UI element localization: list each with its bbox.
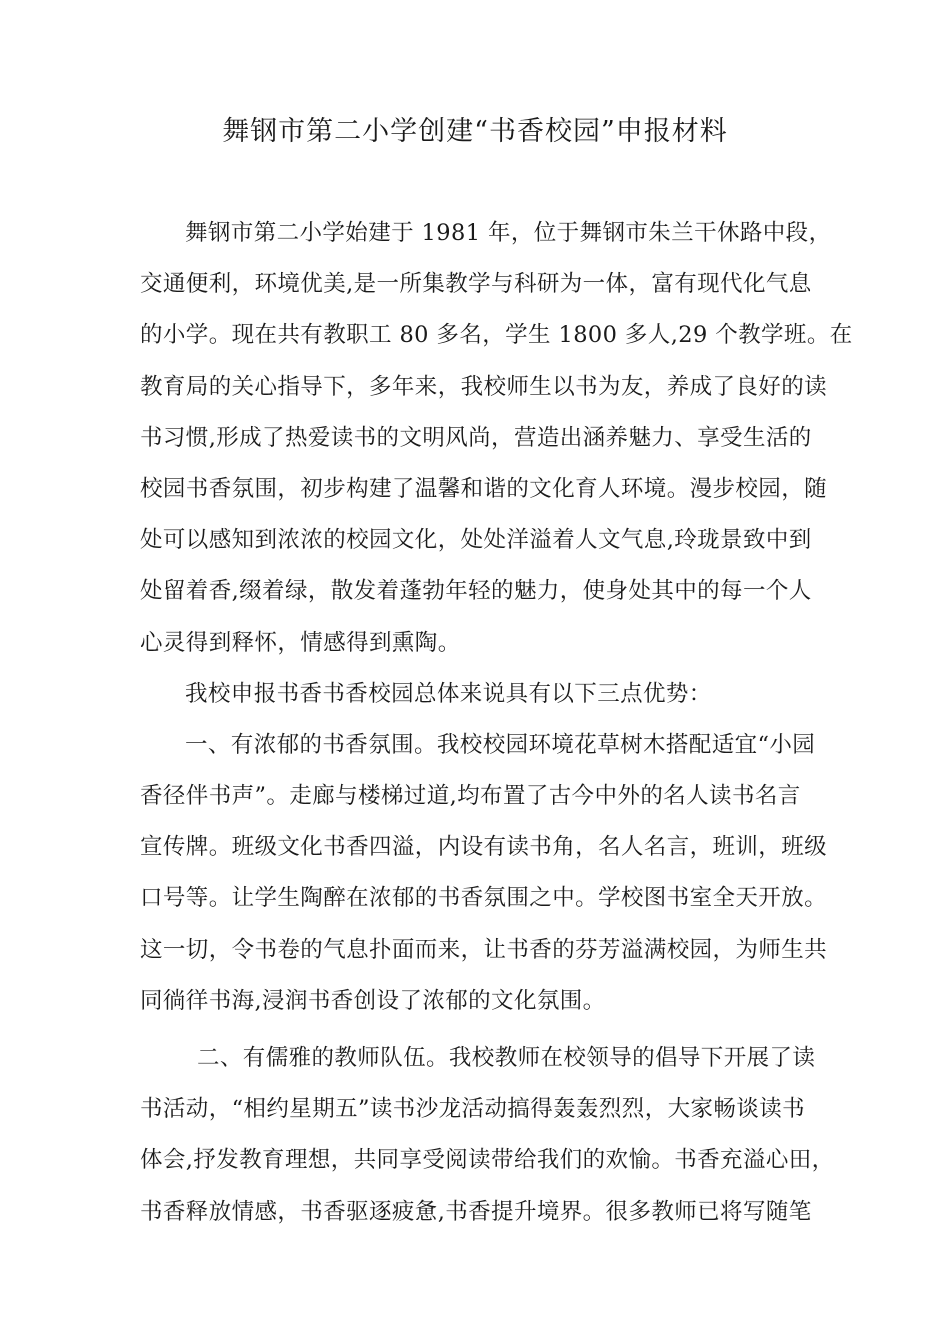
paragraph-line: 口号等。让学生陶醉在浓郁的书香氛围之中。学校图书室全天开放。 <box>140 885 828 912</box>
document-body <box>140 208 853 1238</box>
paragraph-line: 书习惯,形成了热爱读书的文明风尚，营造出涵养魅力、享受生活的 <box>140 424 812 451</box>
paragraph-line: 体会,抒发教育理想，共同享受阅读带给我们的欢愉。书香充溢心田， <box>140 1147 835 1174</box>
paragraph-line: 处留着香,缀着绿，散发着蓬勃年轻的魅力，使身处其中的每一个人 <box>140 578 812 605</box>
paragraph-line: 书香释放情感，书香驱逐疲惫,书香提升境界。很多教师已将写随笔 <box>140 1198 812 1225</box>
paragraph-line: 交通便利，环境优美,是一所集教学与科研为一体，富有现代化气息 <box>140 271 812 298</box>
paragraph-line: 的小学。现在共有教职工 80 多名，学生 1800 多人,29 个教学班。在 <box>140 322 853 349</box>
paragraph-line: 校园书香氛围，初步构建了温馨和谐的文化育人环境。漫步校园，随 <box>140 475 828 502</box>
paragraph-line: 香径伴书声”。走廊与楼梯过道,均布置了古今中外的名人读书名言 <box>140 783 801 810</box>
document-title: 舞钢市第二小学创建“书香校园”申报材料 <box>222 116 728 147</box>
paragraph-line: 二、有儒雅的教师队伍。我校教师在校领导的倡导下开展了读 <box>197 1045 816 1071</box>
paragraph-line: 处可以感知到浓浓的校园文化，处处洋溢着人文气息,玲珑景致中到 <box>140 527 812 554</box>
paragraph-line: 书活动，“相约星期五”读书沙龙活动搞得轰轰烈烈，大家畅谈读书 <box>140 1096 806 1123</box>
paragraph-line: 我校申报书香书香校园总体来说具有以下三点优势： <box>185 680 712 707</box>
paragraph-line: 宣传牌。班级文化书香四溢，内设有读书角，名人名言，班训，班级 <box>140 834 828 861</box>
paragraph-line: 同徜徉书海,浸润书香创设了浓郁的文化氛围。 <box>140 987 606 1014</box>
paragraph-line: 心灵得到释怀，情感得到熏陶。 <box>140 629 461 656</box>
paragraph-line: 一、有浓郁的书香氛围。我校校园环境花草树木搭配适宜“小园 <box>185 731 816 758</box>
paragraph-line: 舞钢市第二小学始建于 1981 年，位于舞钢市朱兰干休路中段， <box>185 220 832 246</box>
paragraph-line: 这一切，令书卷的气息扑面而来，让书香的芬芳溢满校园，为师生共 <box>140 936 828 963</box>
paragraph-line: 教育局的关心指导下，多年来，我校师生以书为友，养成了良好的读 <box>140 373 828 400</box>
